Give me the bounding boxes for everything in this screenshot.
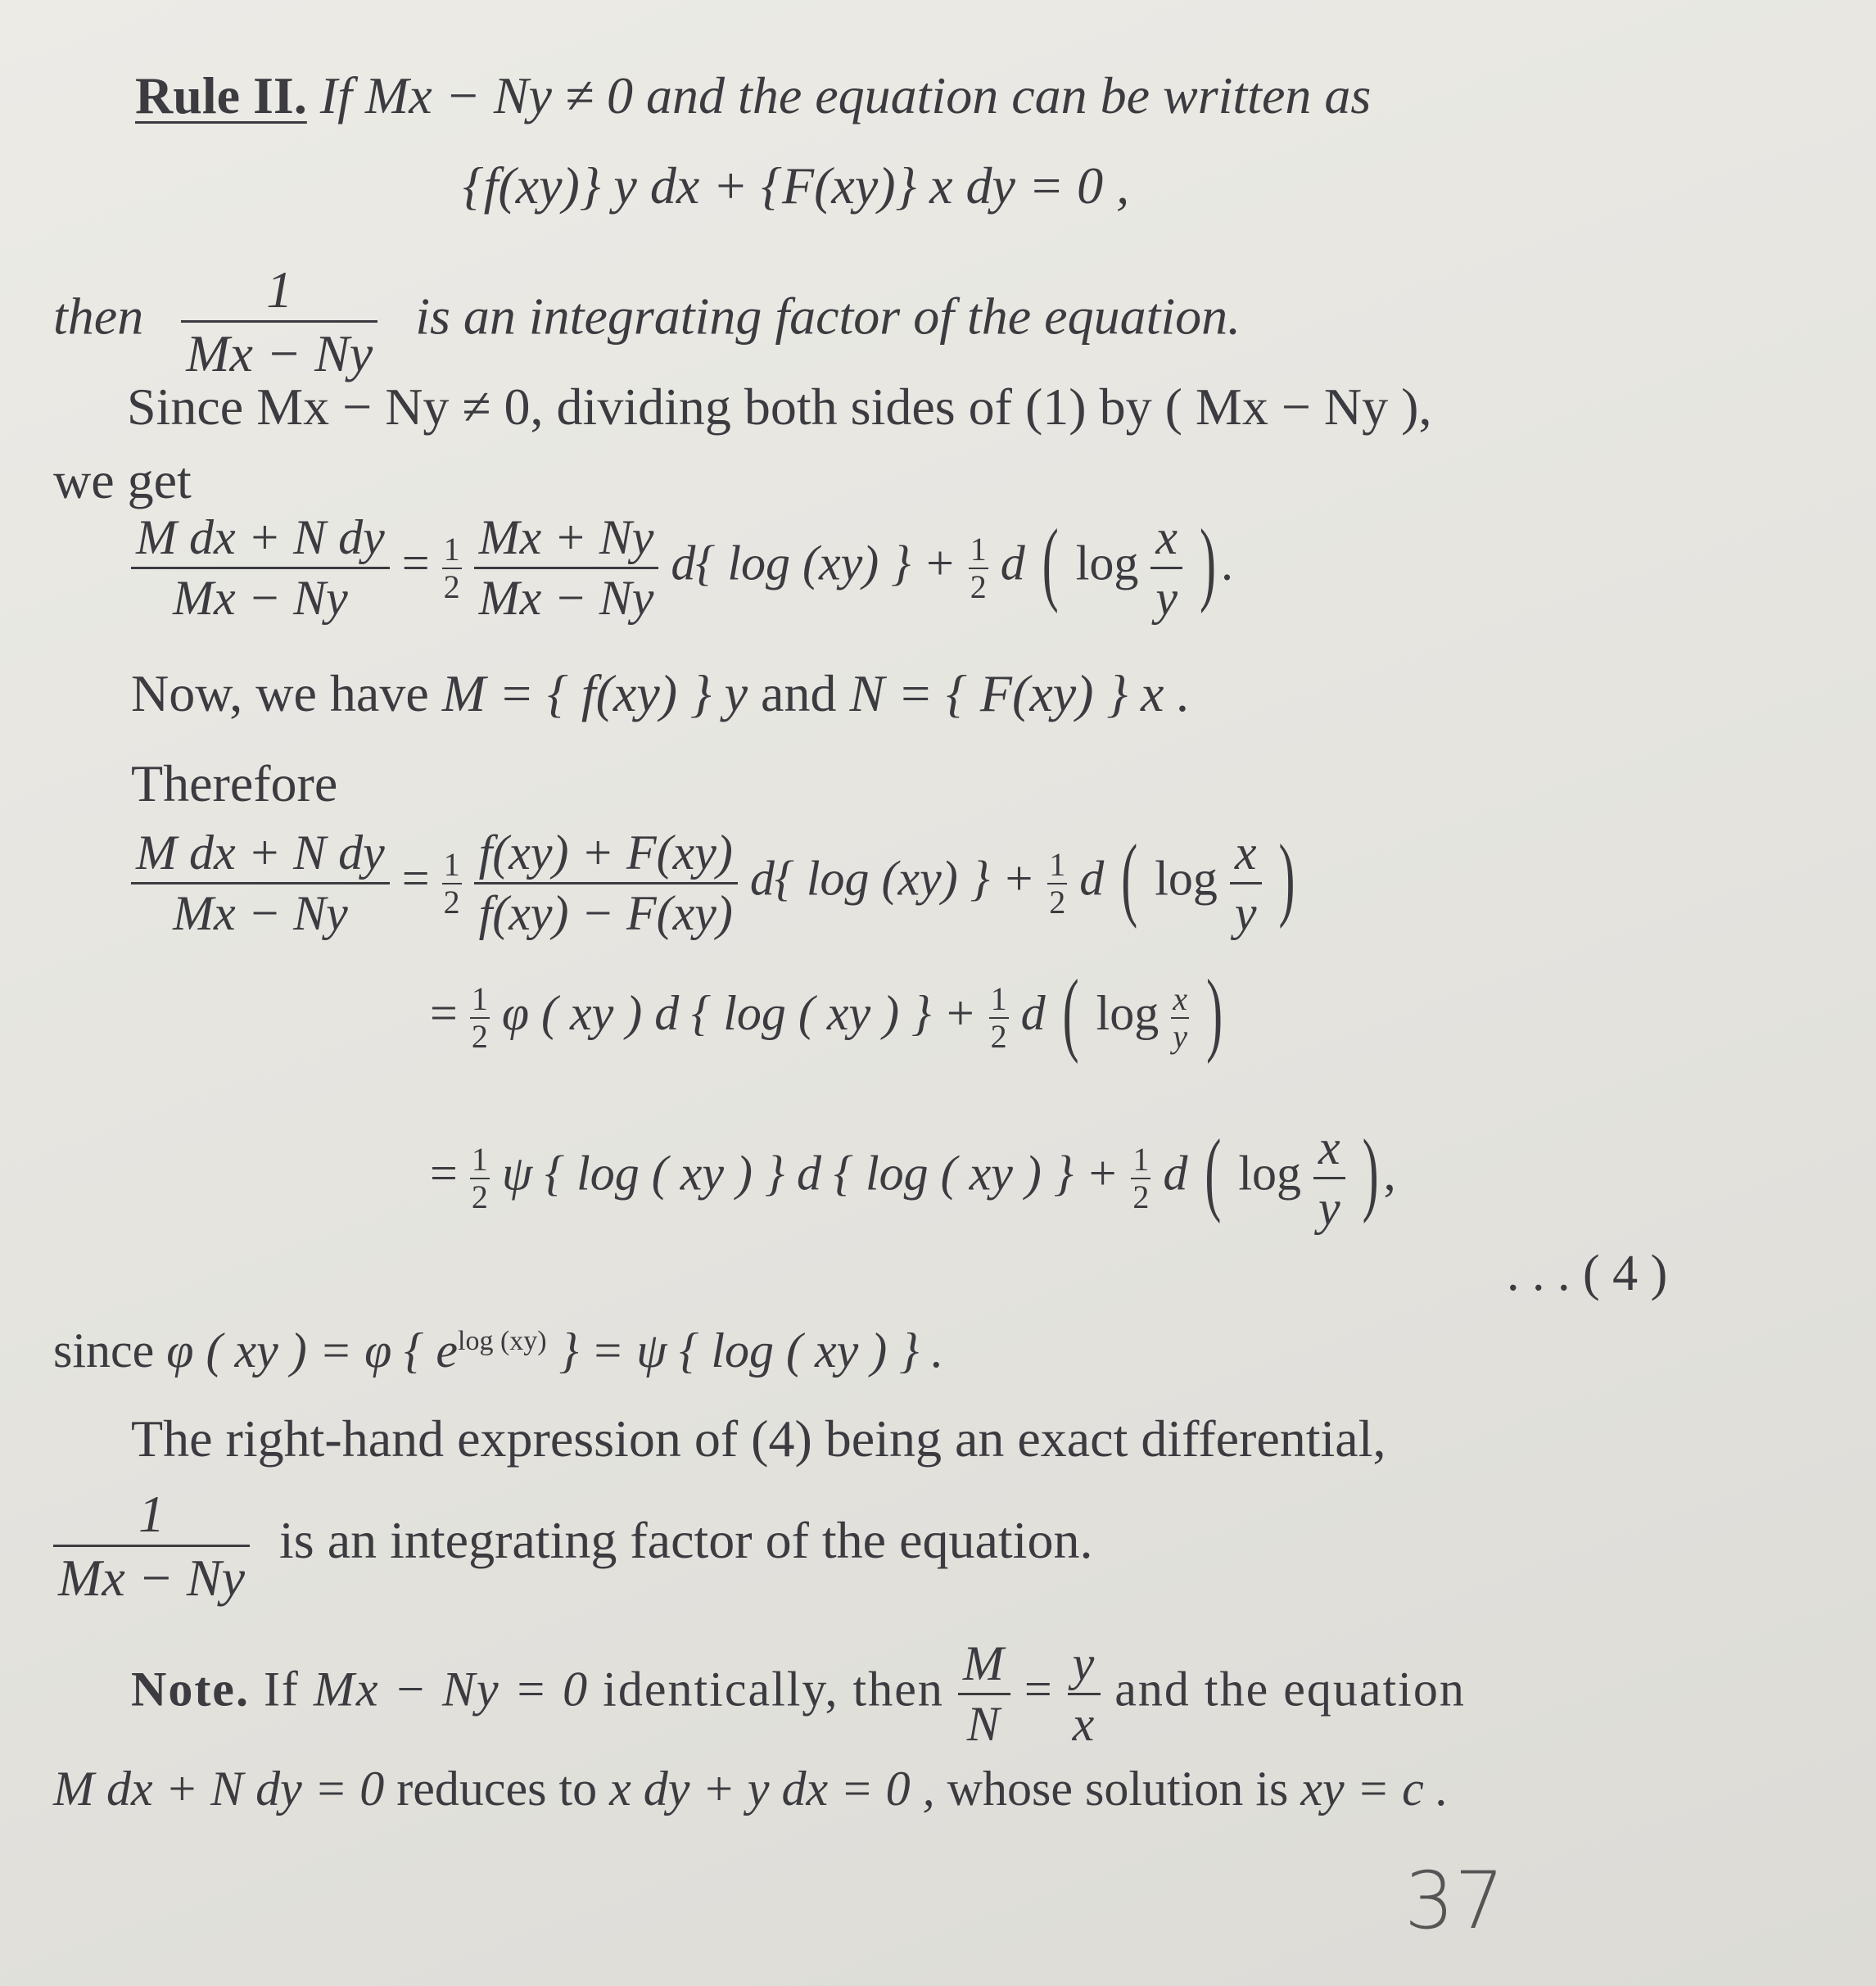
eq1-log: log bbox=[1075, 536, 1139, 590]
rhs-line: The right-hand expression of (4) being an exact differential, bbox=[131, 1409, 1386, 1468]
now-and: and bbox=[761, 664, 837, 722]
eq3-log: log bbox=[1096, 985, 1160, 1040]
eq4-half-den: 2 bbox=[471, 1178, 488, 1215]
since-phi-sup: log (xy) bbox=[458, 1326, 547, 1356]
eq3-half2-num: 1 bbox=[990, 980, 1007, 1017]
eq4-y: y bbox=[1318, 1181, 1340, 1235]
conclusion-text: is an integrating factor of the equation. bbox=[279, 1511, 1093, 1570]
eq2-y: y bbox=[1234, 886, 1257, 940]
eq4-body: ψ { log ( xy ) } d { log ( xy ) } + bbox=[501, 1146, 1119, 1201]
now-m-def: M = { f(xy) } y bbox=[441, 664, 748, 722]
note-identically: identically, then bbox=[603, 1662, 944, 1717]
note-frac-y-x bbox=[1068, 1638, 1101, 1750]
eq4-x: x bbox=[1313, 1122, 1345, 1179]
eq3-half bbox=[470, 980, 490, 1055]
note-label: Note. bbox=[131, 1662, 250, 1717]
eq1-equals: = bbox=[401, 536, 430, 590]
note-line2-reduced: x dy + y dx = 0 , bbox=[609, 1762, 935, 1816]
eq1-mid-num: Mx + Ny bbox=[474, 512, 659, 569]
note-frac-m-n bbox=[958, 1638, 1010, 1750]
eq2-close-paren: ) bbox=[1278, 826, 1295, 930]
eq1-half-num: 1 bbox=[443, 530, 460, 568]
eq4-half2-den: 2 bbox=[1132, 1178, 1150, 1215]
eq4-log: log bbox=[1238, 1146, 1302, 1201]
note-line2-reduces: reduces to bbox=[396, 1762, 598, 1816]
now-n-def: N = { F(xy) } x . bbox=[849, 664, 1191, 722]
eq2-dlog: d{ log (xy) } + bbox=[749, 851, 1036, 906]
rule-fraction-numerator: 1 bbox=[181, 262, 377, 323]
eq1-tail-d: d bbox=[1000, 536, 1025, 590]
conclusion-line bbox=[53, 1485, 1093, 1608]
conclusion-fraction bbox=[53, 1485, 250, 1608]
since-phi-word: since bbox=[53, 1323, 155, 1378]
note-condition: Mx − Ny = 0 bbox=[313, 1662, 590, 1717]
eq1-lhs-den: Mx − Ny bbox=[173, 571, 348, 625]
rule-fraction bbox=[181, 262, 377, 381]
eq1-open-paren: ( bbox=[1042, 511, 1059, 614]
eq2-half-2 bbox=[1047, 845, 1067, 921]
eq2-lhs-fraction bbox=[131, 827, 390, 939]
eq2-half-num: 1 bbox=[443, 845, 460, 883]
eq1-y: y bbox=[1155, 571, 1178, 625]
eq2-half2-den: 2 bbox=[1049, 883, 1066, 921]
eq2-lhs-den: Mx − Ny bbox=[173, 886, 348, 940]
note-line2-solution: xy = c . bbox=[1300, 1762, 1449, 1816]
eq2-half bbox=[442, 845, 462, 921]
note-line-1 bbox=[131, 1638, 1466, 1750]
eq1-dlog: d{ log (xy) } + bbox=[671, 536, 956, 590]
note-line2-whose: whose solution is bbox=[947, 1762, 1289, 1816]
rule-conclusion: is an integrating factor of the equation. bbox=[415, 287, 1241, 346]
eq1-half2-den: 2 bbox=[970, 568, 987, 605]
eq4-equals: = bbox=[430, 1146, 458, 1201]
eq4-x-over-y bbox=[1313, 1122, 1345, 1234]
eq3-open-paren: ( bbox=[1062, 961, 1079, 1065]
equation-2 bbox=[131, 827, 1300, 939]
eq2-equals: = bbox=[401, 851, 430, 906]
eq1-half-den: 2 bbox=[443, 568, 460, 605]
eq3-half2-den: 2 bbox=[990, 1018, 1007, 1055]
eq2-half-den: 2 bbox=[443, 883, 460, 921]
rule-statement: If Mx − Ny ≠ 0 and the equation can be written as bbox=[319, 66, 1372, 124]
eq3-close-paren: ) bbox=[1206, 961, 1223, 1065]
eq1-half-2 bbox=[969, 530, 988, 605]
eq2-mid-fraction bbox=[474, 827, 738, 939]
eq4-comma: , bbox=[1383, 1146, 1396, 1201]
page-number: 37 bbox=[1404, 1855, 1505, 1947]
eq3-half-num: 1 bbox=[471, 980, 488, 1017]
eq2-open-paren: ( bbox=[1121, 826, 1138, 930]
equation-4 bbox=[430, 1122, 1396, 1234]
then-word: then bbox=[53, 287, 144, 346]
since-phi-lhs: φ ( xy ) = φ { e bbox=[166, 1323, 459, 1378]
eq3-equals: = bbox=[430, 985, 458, 1040]
eq1-period: . bbox=[1221, 536, 1233, 590]
now-text: Now, we have bbox=[131, 664, 429, 722]
rule-then-line bbox=[53, 262, 1241, 381]
eq4-close-paren: ) bbox=[1362, 1121, 1379, 1224]
eq3-x: x bbox=[1173, 980, 1188, 1017]
note-equals: = bbox=[1024, 1662, 1054, 1717]
eq1-x: x bbox=[1150, 512, 1182, 569]
rule-title: Rule II. bbox=[135, 66, 307, 124]
note-and-equation: and the equation bbox=[1114, 1662, 1466, 1717]
eq4-half bbox=[470, 1140, 490, 1215]
we-get: we get bbox=[53, 451, 192, 509]
eq4-tail-d: d bbox=[1163, 1146, 1188, 1201]
eq2-mid-den: f(xy) − F(xy) bbox=[478, 886, 733, 940]
since-line: Since Mx − Ny ≠ 0, dividing both sides of (1) by ( Mx − Ny ), bbox=[127, 378, 1432, 436]
eq2-mid-num: f(xy) + F(xy) bbox=[474, 827, 738, 884]
eq2-log: log bbox=[1155, 851, 1218, 906]
eq2-lhs-num: M dx + N dy bbox=[131, 827, 390, 884]
eq1-mid-den: Mx − Ny bbox=[478, 571, 654, 625]
eq3-y: y bbox=[1173, 1018, 1188, 1055]
note-line2-eq: M dx + N dy = 0 bbox=[53, 1762, 385, 1816]
since-phi-rhs: } = ψ { log ( xy ) } . bbox=[558, 1323, 944, 1378]
note-if: If bbox=[263, 1662, 300, 1717]
equation-1 bbox=[131, 512, 1233, 624]
eq3-half-den: 2 bbox=[471, 1018, 488, 1055]
eq2-tail-d: d bbox=[1079, 851, 1105, 906]
therefore: Therefore bbox=[131, 754, 338, 812]
eq3-body: φ ( xy ) d { log ( xy ) } + bbox=[501, 985, 977, 1040]
eq4-half-num: 1 bbox=[471, 1140, 488, 1178]
eq3-x-over-y bbox=[1171, 980, 1189, 1055]
note-frac-n: N bbox=[966, 1697, 1001, 1751]
rule-heading-line bbox=[135, 66, 1371, 126]
conclusion-frac-num: 1 bbox=[53, 1486, 250, 1547]
note-frac-m: M bbox=[958, 1638, 1010, 1695]
eq4-open-paren: ( bbox=[1205, 1121, 1222, 1224]
eq3-half-2 bbox=[989, 980, 1009, 1055]
eq4-half-2 bbox=[1131, 1140, 1150, 1215]
note-line-2 bbox=[53, 1761, 1449, 1817]
eq1-close-paren: ) bbox=[1200, 511, 1216, 614]
conclusion-frac-den: Mx − Ny bbox=[58, 1549, 245, 1608]
eq1-lhs-fraction bbox=[131, 512, 390, 624]
now-line bbox=[131, 663, 1190, 724]
eq1-lhs-num: M dx + N dy bbox=[131, 512, 390, 569]
eq2-x: x bbox=[1230, 827, 1262, 884]
equation-number: . . . ( 4 ) bbox=[1507, 1246, 1668, 1301]
eq1-half2-num: 1 bbox=[970, 530, 987, 568]
eq3-tail-d: d bbox=[1020, 985, 1046, 1040]
eq2-half2-num: 1 bbox=[1049, 845, 1066, 883]
equation-3 bbox=[430, 961, 1227, 1065]
eq2-x-over-y bbox=[1230, 827, 1262, 939]
note-frac-y: y bbox=[1068, 1638, 1101, 1695]
eq4-half2-num: 1 bbox=[1132, 1140, 1150, 1178]
since-phi-line bbox=[53, 1323, 943, 1379]
rule-equation: {f(xy)} y dx + {F(xy)} x dy = 0 , bbox=[463, 156, 1130, 215]
rule-fraction-denominator: Mx − Ny bbox=[186, 324, 373, 383]
eq1-x-over-y bbox=[1150, 512, 1182, 624]
eq1-mid-fraction bbox=[474, 512, 659, 624]
eq1-half bbox=[442, 530, 462, 605]
note-frac-x: x bbox=[1072, 1697, 1096, 1751]
